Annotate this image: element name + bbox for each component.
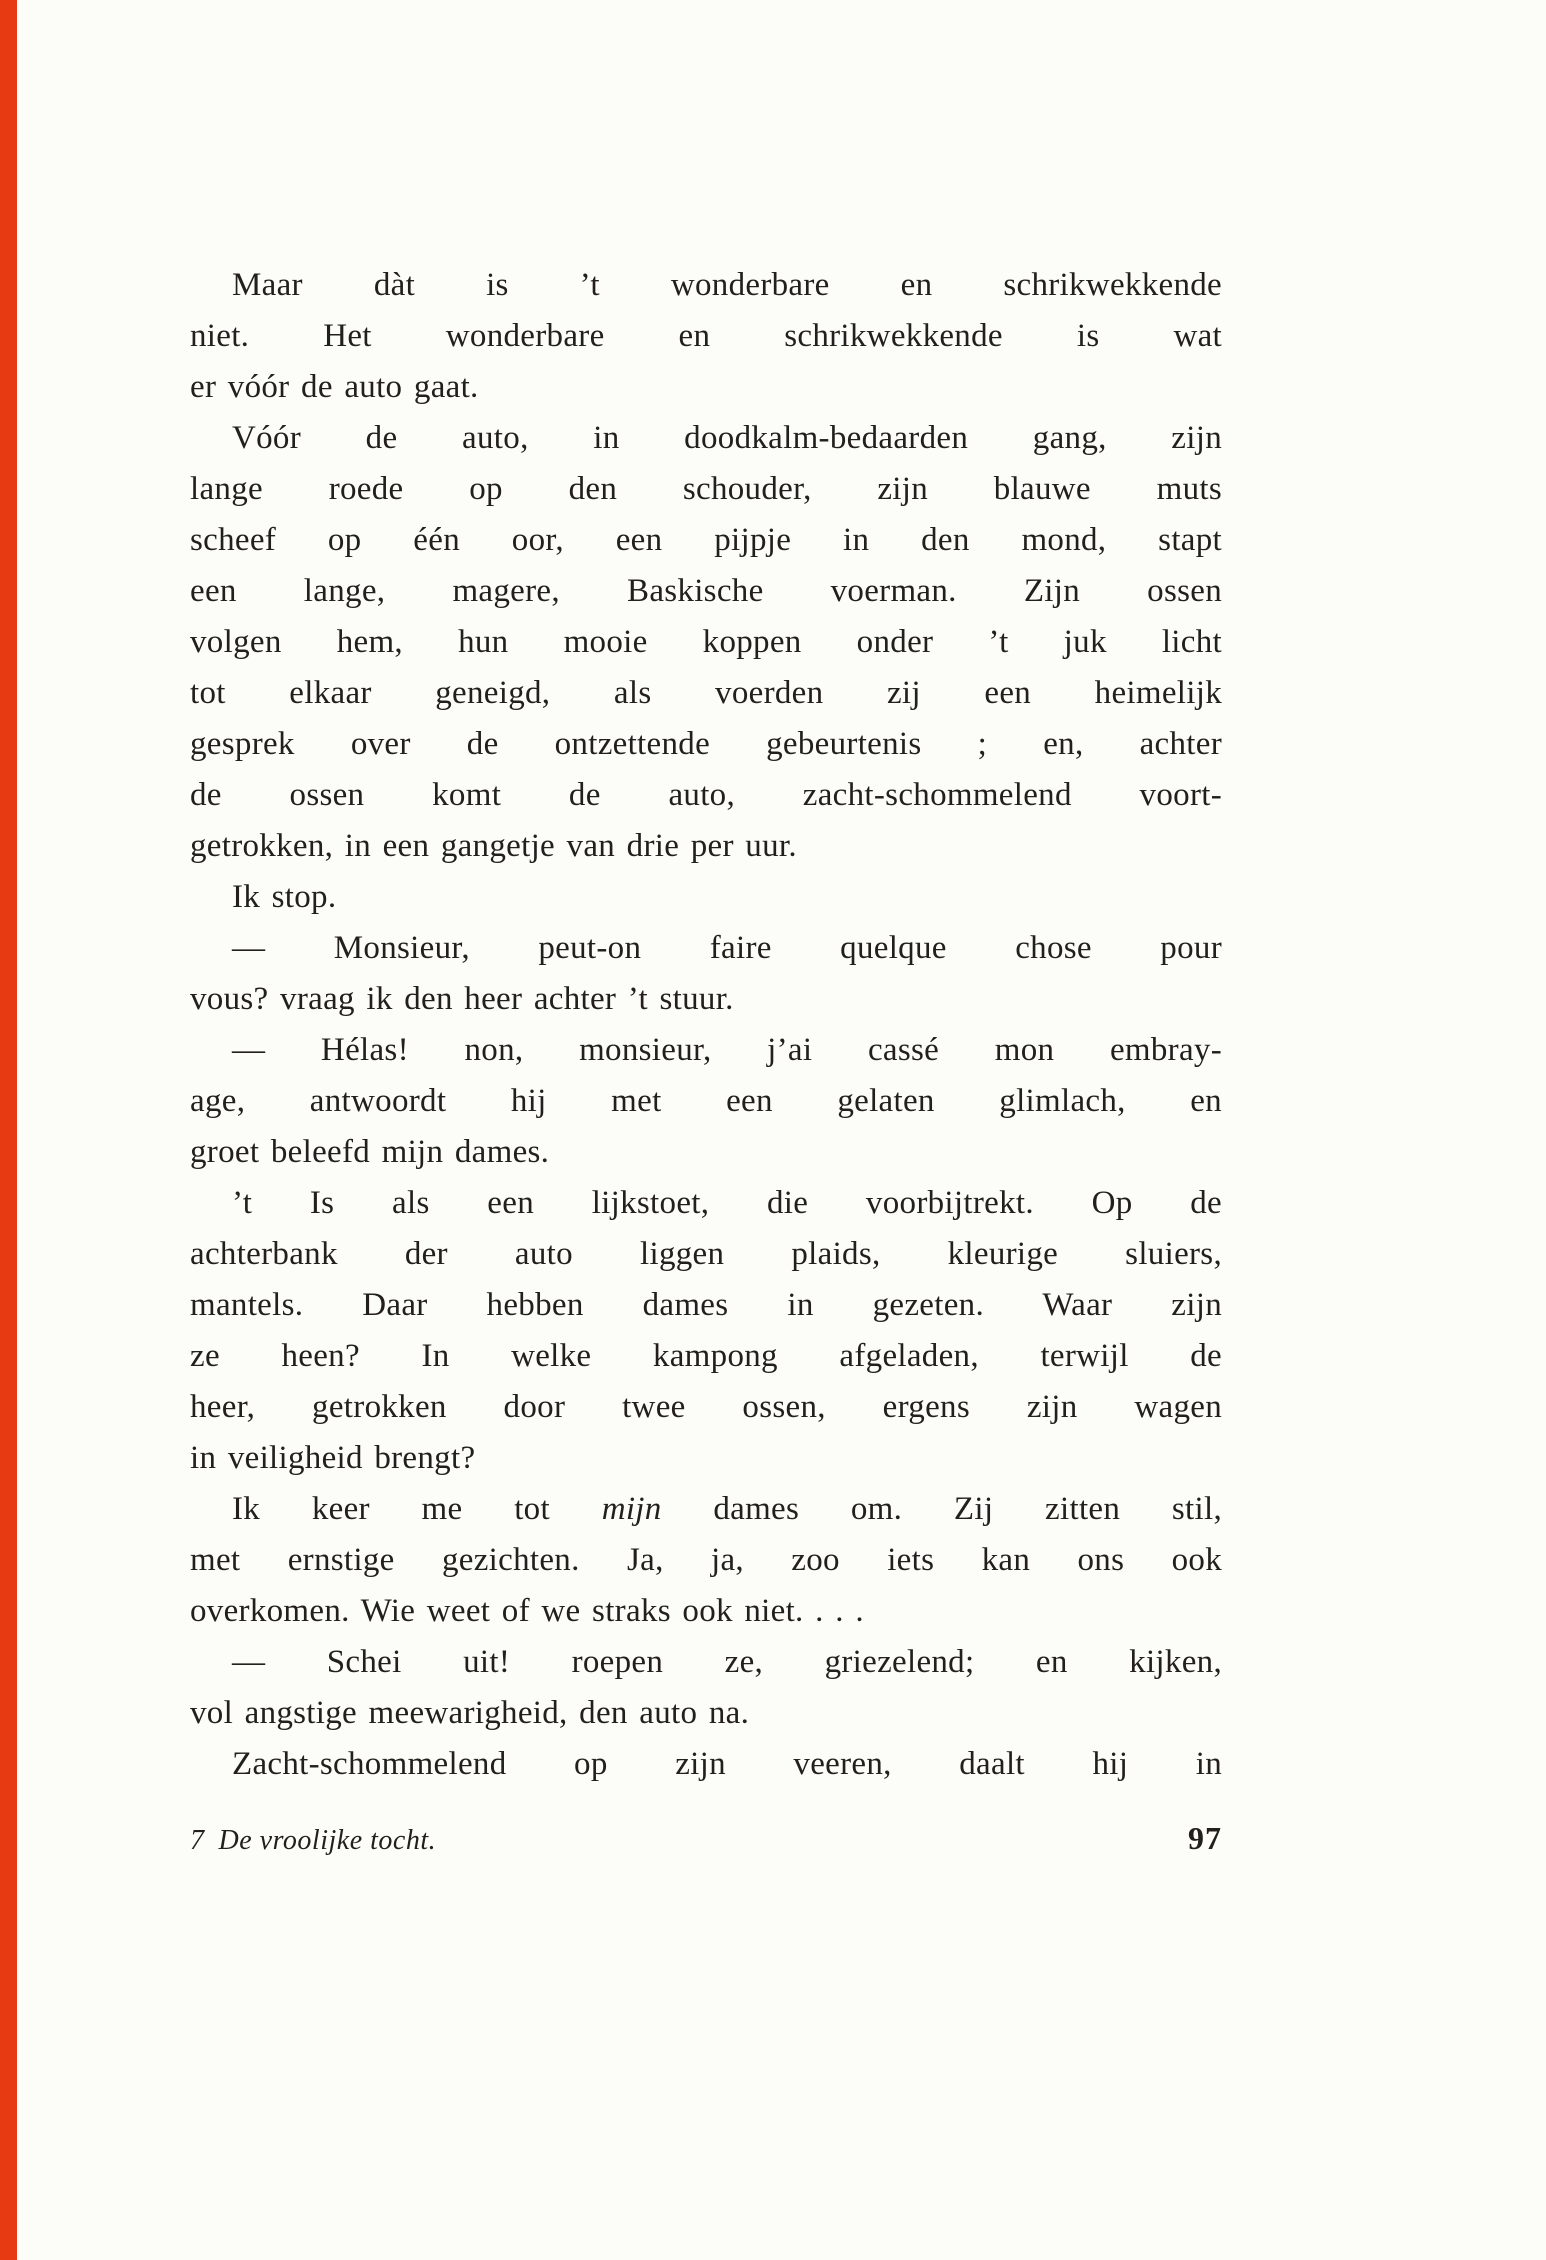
paragraph — [190, 1637, 1222, 1739]
page-footer — [190, 1820, 1222, 1857]
text-segment: getrokken, in een gangetje van drie per uur. — [190, 828, 797, 864]
text-segment: ’t Is als een lijkstoet, die voorbijtrekt. Op de — [232, 1185, 1222, 1221]
text-segment: scheef op één oor, een pijpje in den mond, stapt — [190, 522, 1222, 558]
text-segment: niet. Het wonderbare en schrikwekkende is wat — [190, 318, 1222, 354]
text-segment: volgen hem, hun mooie koppen onder ’t juk licht — [190, 624, 1222, 660]
paragraph — [190, 923, 1222, 1025]
text-line — [190, 1433, 1222, 1484]
text-segment: gesprek over de ontzettende gebeurtenis ; en, achter — [190, 726, 1222, 762]
text-line — [190, 1331, 1222, 1382]
text-line — [190, 1637, 1222, 1688]
scan-edge-bar — [0, 0, 17, 2260]
text-segment: heer, getrokken door twee ossen, ergens zijn wagen — [190, 1389, 1222, 1425]
text-segment: — Hélas! non, monsieur, j’ai cassé mon embray- — [232, 1032, 1222, 1068]
text-line — [190, 872, 1222, 923]
body-text — [190, 260, 1222, 1790]
text-segment: Zacht-schommelend op zijn veeren, daalt hij in — [232, 1746, 1222, 1782]
text-segment: age, antwoordt hij met een gelaten glimlach, en — [190, 1083, 1222, 1119]
text-line — [190, 617, 1222, 668]
paragraph — [190, 1739, 1222, 1790]
paragraph — [190, 1025, 1222, 1178]
text-line — [190, 1127, 1222, 1178]
text-line — [190, 1229, 1222, 1280]
text-line — [190, 1535, 1222, 1586]
running-footer — [190, 1825, 436, 1857]
text-segment: de ossen komt de auto, zacht-schommelend voort- — [190, 777, 1222, 813]
text-line — [190, 566, 1222, 617]
text-segment: Ik stop. — [232, 879, 337, 915]
text-segment: groet beleefd mijn dames. — [190, 1134, 550, 1170]
emphasis-text: mijn — [601, 1491, 662, 1527]
paragraph — [190, 872, 1222, 923]
text-line — [190, 923, 1222, 974]
text-segment: — Schei uit! roepen ze, griezelend; en kijken, — [232, 1644, 1222, 1680]
text-line — [190, 1586, 1222, 1637]
paragraph — [190, 1178, 1222, 1484]
paragraph — [190, 1484, 1222, 1637]
text-segment: vous? vraag ik den heer achter ’t stuur. — [190, 981, 734, 1017]
text-line — [190, 770, 1222, 821]
text-line — [190, 668, 1222, 719]
text-line — [190, 311, 1222, 362]
text-line — [190, 719, 1222, 770]
text-segment: met ernstige gezichten. Ja, ja, zoo iets kan ons ook — [190, 1542, 1222, 1578]
text-line — [190, 1739, 1222, 1790]
text-segment: in veiligheid brengt? — [190, 1440, 476, 1476]
text-segment: tot elkaar geneigd, als voerden zij een heimelijk — [190, 675, 1222, 711]
text-line — [190, 464, 1222, 515]
text-segment: overkomen. Wie weet of we straks ook niet. . . . — [190, 1593, 864, 1629]
text-line — [190, 1688, 1222, 1739]
text-line — [190, 1076, 1222, 1127]
text-line — [190, 821, 1222, 872]
text-line — [190, 1382, 1222, 1433]
text-line — [190, 362, 1222, 413]
text-line — [190, 1280, 1222, 1331]
text-segment: er vóór de auto gaat. — [190, 369, 479, 405]
text-line — [190, 413, 1222, 464]
text-line — [190, 260, 1222, 311]
page-number: 97 — [1188, 1820, 1222, 1856]
text-segment: — Monsieur, peut-on faire quelque chose pour — [232, 930, 1222, 966]
text-segment: Ik keer me tot — [232, 1491, 602, 1527]
text-line — [190, 1484, 1222, 1535]
text-segment: mantels. Daar hebben dames in gezeten. Waar zijn — [190, 1287, 1222, 1323]
text-segment: vol angstige meewarigheid, den auto na. — [190, 1695, 750, 1731]
signature-number: 7 — [190, 1825, 205, 1856]
text-segment: achterbank der auto liggen plaids, kleurige sluiers, — [190, 1236, 1222, 1272]
text-segment: Vóór de auto, in doodkalm-bedaarden gang, zijn — [232, 420, 1222, 456]
text-line — [190, 974, 1222, 1025]
text-segment: een lange, magere, Baskische voerman. Zijn ossen — [190, 573, 1222, 609]
text-segment: ze heen? In welke kampong afgeladen, terwijl de — [190, 1338, 1222, 1374]
text-line — [190, 515, 1222, 566]
text-line — [190, 1178, 1222, 1229]
running-title: De vroolijke tocht. — [218, 1825, 437, 1856]
paragraph — [190, 413, 1222, 872]
text-segment: lange roede op den schouder, zijn blauwe muts — [190, 471, 1222, 507]
text-segment: Maar dàt is ’t wonderbare en schrikwekkende — [232, 267, 1222, 303]
paragraph — [190, 260, 1222, 413]
text-segment: dames om. Zij zitten stil, — [661, 1491, 1222, 1527]
text-line — [190, 1025, 1222, 1076]
